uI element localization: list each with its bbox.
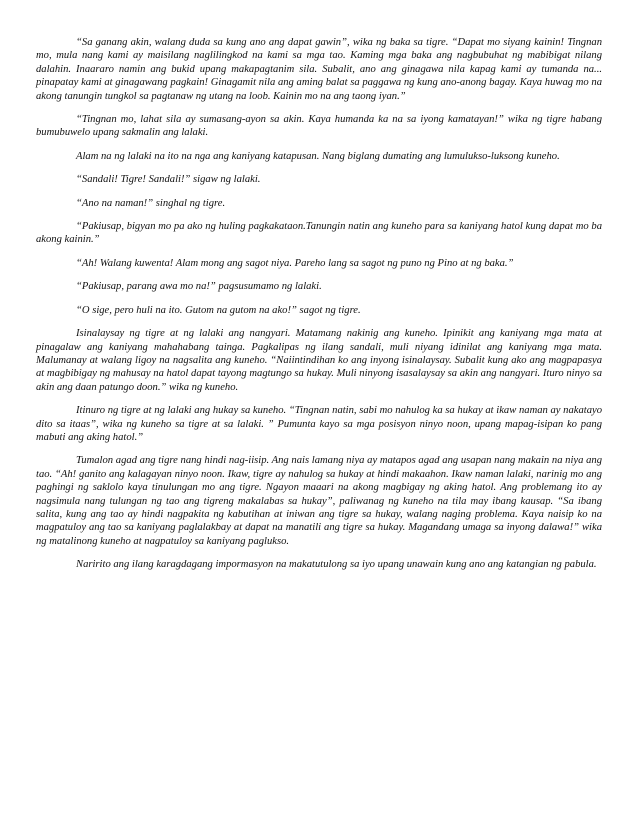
paragraph-walang-kuwenta: “Ah! Walang kuwenta! Alam mong ang sagot niya. Pareho lang sa sagot ng puno ng Pino at ng baka.” <box>76 257 514 269</box>
document-body <box>36 36 602 582</box>
paragraph-baka-speech: “Sa ganang akin, walang duda sa kung ano ang dapat gawin”, wika ng baka sa tigre. “Dapat mo siyang kainin! Tingnan mo, mula nang kami ay maisilang naglilingkod na kami sa mga tao. Kaming mga baka ang nagbubuhat ng mabibigat nilang dalahin. Inaararo namin ang bukid upang makapagtanim sila. Subalit, ano ang ginagawa nila kapag kami ay tumanda na... pinapatay kami at ginagawang pagkain! Ginagamit nila ang aming balat sa paggawa ng kung ano-anong bagay. Kaya huwag mo na akong tanungin tungkol sa pagtanaw ng utang na loob. Kainin mo na ang taong iyan.” <box>36 37 602 102</box>
paragraph-tigre-ready: “Tingnan mo, lahat sila ay sumasang-ayon sa akin. Kaya humanda ka na sa iyong kamatayan!” wika ng tigre habang bumubuwelo upang sakmalin ang lalaki. <box>36 114 602 139</box>
paragraph-naririto: Naririto ang ilang karagdagang impormasyon na makatutulong sa iyo upang unawain kung ano ang katangian ng pabula. <box>76 559 597 571</box>
paragraph-kuneho-arrives: Alam na ng lalaki na ito na nga ang kaniyang katapusan. Nang biglang dumating ang lumulukso-luksong kuneho. <box>76 150 560 162</box>
paragraph-tumalon: Tumalon agad ang tigre nang hindi nag-iisip. Ang nais lamang niya ay matapos agad ang usapan nang makain na niya ang tao. “Ah! ganito ang kalagayan ninyo noon. Ikaw, tigre ay nahulog sa hukay at hindi makaahon. Ikaw naman lalaki, narinig mo ang paghingi ng saklolo kaya tinulungan mo ang tigre. Ngayon maaari na akong magbigay ng aking hatol. Ang problemang ito ay nagsimula nang tulungan ng tao ang tigreng makalabas sa hukay”, paliwanag ng kuneho na tila may ibang kausap. “Sa ibang salita, kung ang tao ay hindi nagpakita ng kabutihan at iniwan ang tigre sa hukay, walang naging problema. Kaya naisip ko na magpatuloy ang tao sa kaniyang paglalakbay at dapat na manatili ang tigre sa hukay. Magandang umaga sa inyong dalawa!” wika ng matalinong kuneho at nagpatuloy sa kaniyang paglukso. <box>36 455 602 547</box>
paragraph-ano-na-naman: “Ano na naman!” singhal ng tigre. <box>76 197 226 209</box>
paragraph-o-sige: “O sige, pero huli na ito. Gutom na gutom na ako!” sagot ng tigre. <box>76 304 361 316</box>
paragraph-itinuro: Itinuro ng tigre at ng lalaki ang hukay sa kuneho. “Tingnan natin, sabi mo nahulog ka sa hukay at ikaw naman ay nakatayo dito sa itaas”, wika ng kuneho sa tigre at sa lalaki. ” Pumunta kayo sa mga posisyon ninyo noon, upang mapag-isipan ko pang mabuti ang aking hatol.” <box>36 405 602 443</box>
paragraph-parang-awa: “Pakiusap, parang awa mo na!” pagsusumamo ng lalaki. <box>76 281 322 293</box>
paragraph-sandali: “Sandali! Tigre! Sandali!” sigaw ng lalaki. <box>76 174 261 186</box>
paragraph-isinalaysay: Isinalaysay ng tigre at ng lalaki ang nangyari. Matamang nakinig ang kuneho. Ipinikit ang kaniyang mga mata at pinagalaw ang kaniyang mahahabang tainga. Pagkalipas ng ilang sandali, muli niyang idinilat ang kaniyang mga mata. Malumanay at walang ligoy na nagsalita ang kuneho. “Naiintindihan ko ang inyong isinalaysay. Subalit kung ako ang magpapasya at magbibigay ng mahusay na hatol dapat tayong magtungo sa hukay. Muli ninyong isasalaysay sa akin ang nangyari. Ituro ninyo sa akin ang daan patungo doon.” wika ng kuneho. <box>36 328 602 393</box>
paragraph-pakiusap-chance: “Pakiusap, bigyan mo pa ako ng huling pagkakataon.Tanungin natin ang kuneho para sa kaniyang hatol kung dapat mo ba akong kainin.” <box>36 221 602 246</box>
